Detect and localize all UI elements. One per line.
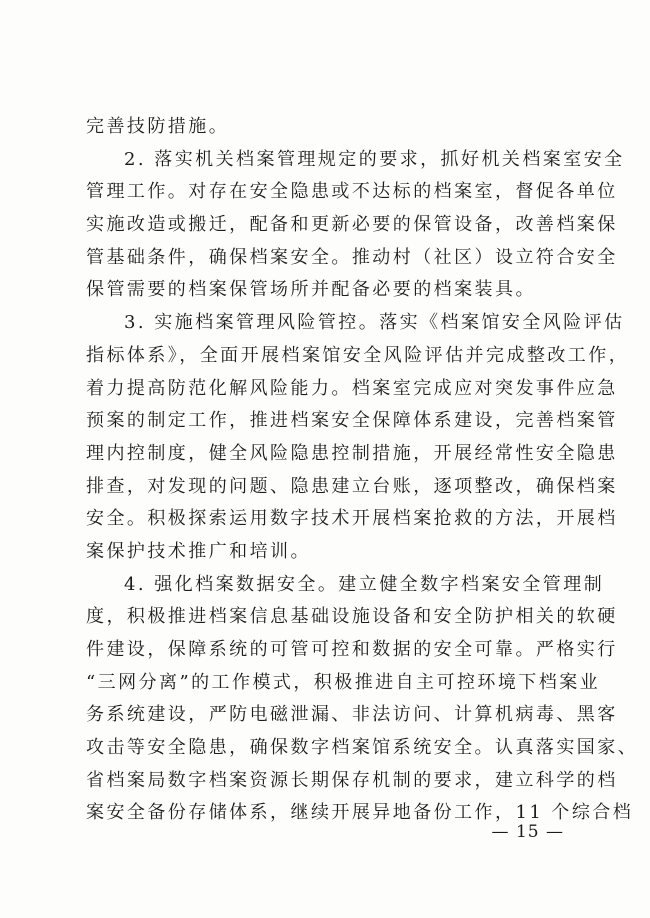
- text-line: 攻击等安全隐患，确保数字档案馆系统安全。认真落实国家、: [86, 737, 639, 759]
- text-line: 排查，对发现的问题、隐患建立台账，逐项整改，确保档案: [86, 475, 618, 497]
- text-line: 保管需要的档案保管场所并配备必要的档案装具。: [86, 279, 536, 301]
- text-line: “三网分离”的工作模式，积极推进自主可控环境下档案业: [86, 671, 601, 693]
- text-line: 安全。积极探索运用数字技术开展档案抢救的方法，开展档: [86, 508, 618, 530]
- text-line: 指标体系》，全面开展档案馆安全风险评估并完成整改工作，: [86, 344, 630, 366]
- text-line: 4. 强化档案数据安全。建立健全数字档案安全管理制: [124, 573, 605, 595]
- page-number: — 15 —: [491, 822, 564, 842]
- text-line: 案安全备份存储体系，继续开展异地备份工作，11 个综合档: [86, 802, 634, 824]
- text-line: 完善技防措施。: [86, 116, 230, 137]
- text-line: 理内控制度，健全风险隐患控制措施，开展经常性安全隐患: [86, 442, 618, 464]
- text-line: 实施改造或搬迁，配备和更新必要的保管设备，改善档案保: [86, 214, 618, 236]
- text-line: 着力提高防范化解风险能力。档案室完成应对突发事件应急: [86, 377, 618, 399]
- text-line: 管基础条件，确保档案安全。推动村（社区）设立符合安全: [86, 246, 618, 268]
- text-line: 管理工作。对存在安全隐患或不达标的档案室，督促各单位: [86, 181, 618, 203]
- text-line: 务系统建设，严防电磁泄漏、非法访问、计算机病毒、黑客: [86, 704, 618, 726]
- text-line: 省档案局数字档案资源长期保存机制的要求，建立科学的档: [86, 769, 618, 791]
- text-line: 件建设，保障系统的可管可控和数据的安全可靠。严格实行: [86, 639, 618, 660]
- body-text: [86, 111, 639, 830]
- text-line: 案保护技术推广和培训。: [86, 540, 311, 562]
- text-line: 3. 实施档案管理风险管控。落实《档案馆安全风险评估: [124, 312, 625, 334]
- text-line: 度，积极推进档案信息基础设施设备和安全防护相关的软硬: [86, 606, 618, 628]
- text-line: 2. 落实机关档案管理规定的要求，抓好机关档案室安全: [124, 148, 625, 170]
- text-line: 预案的制定工作，推进档案安全保障体系建设，完善档案管: [86, 410, 618, 432]
